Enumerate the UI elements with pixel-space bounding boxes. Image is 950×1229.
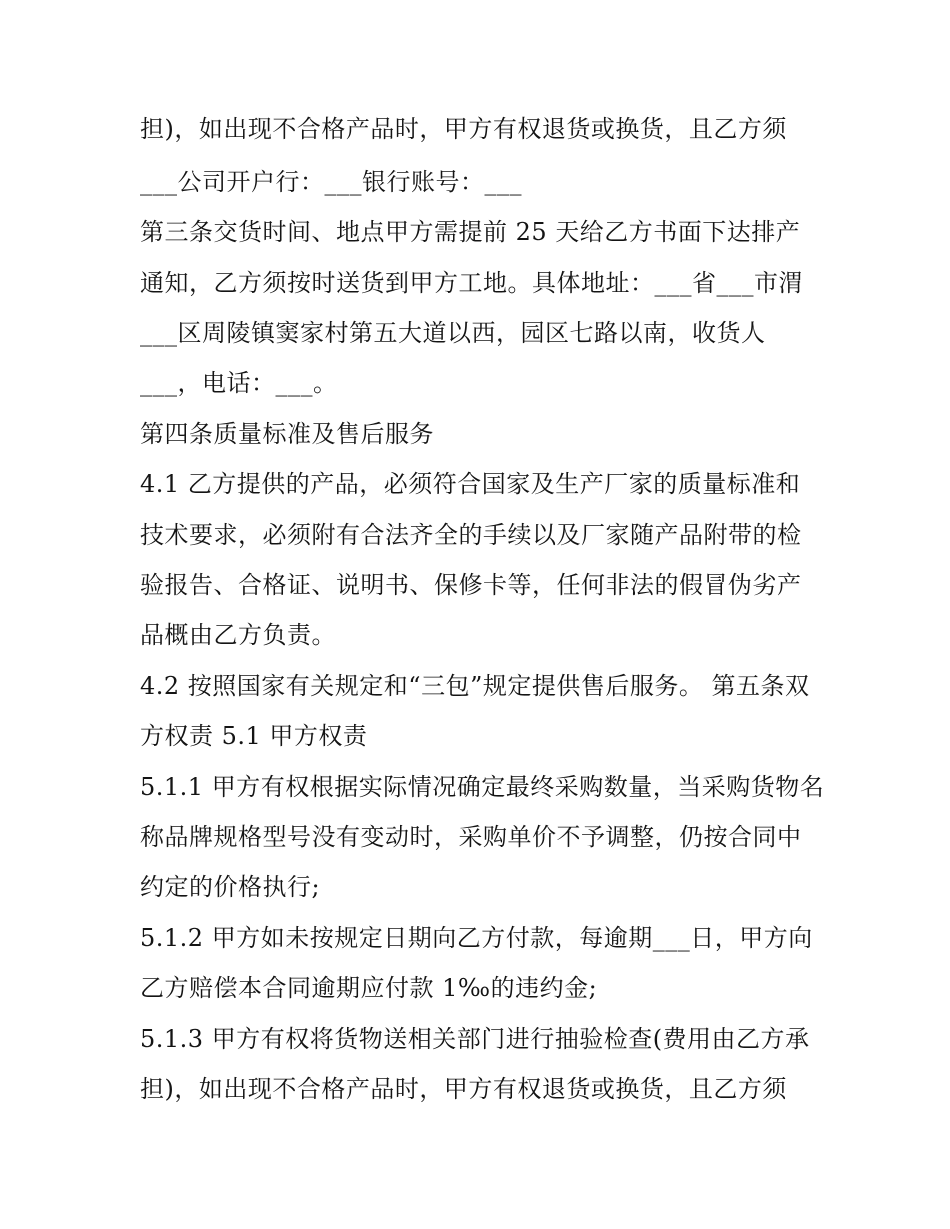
- text-line: 技术要求，必须附有合法齐全的手续以及厂家随产品附带的检: [140, 521, 802, 549]
- text-line: 约定的价格执行;: [140, 873, 321, 901]
- text-line: 5.1.3 甲方有权将货物送相关部门进行抽验检查(费用由乙方承: [140, 1025, 810, 1053]
- text-line: 5.1.2 甲方如未按规定日期向乙方付款，每逾期___日，甲方向: [140, 924, 813, 952]
- text-line: 担)，如出现不合格产品时，甲方有权退货或换货，且乙方须: [140, 1075, 787, 1103]
- text-line: ___公司开户行：___银行账号：___: [140, 168, 522, 196]
- text-line: 验报告、合格证、说明书、保修卡等，任何非法的假冒伪劣产: [140, 571, 802, 599]
- text-line: 通知，乙方须按时送货到甲方工地。具体地址：___省___市渭: [140, 269, 803, 297]
- text-line: ___，电话：___。: [140, 369, 338, 397]
- text-line: 称品牌规格型号没有变动时，采购单价不予调整，仍按合同中: [140, 823, 802, 851]
- text-line: ___区周陵镇窦家村第五大道以西，园区七路以南，收货人: [140, 319, 766, 347]
- text-line: 4.1 乙方提供的产品，必须符合国家及生产厂家的质量标准和: [140, 470, 801, 498]
- text-line: 5.1.1 甲方有权根据实际情况确定最终采购数量，当采购货物名: [140, 773, 825, 801]
- text-line: 第三条交货时间、地点甲方需提前 25 天给乙方书面下达排产: [140, 218, 801, 246]
- text-line: 担)，如出现不合格产品时，甲方有权退货或换货，且乙方须: [140, 115, 787, 143]
- text-line: 方权责 5.1 甲方权责: [140, 722, 368, 750]
- section-heading: 第四条质量标准及售后服务: [140, 420, 434, 448]
- text-line: 乙方赔偿本合同逾期应付款 1‰的违约金;: [140, 974, 598, 1002]
- text-line: 4.2 按照国家有关规定和“三包”规定提供售后服务。 第五条双: [140, 672, 810, 700]
- text-line: 品概由乙方负责。: [140, 621, 336, 649]
